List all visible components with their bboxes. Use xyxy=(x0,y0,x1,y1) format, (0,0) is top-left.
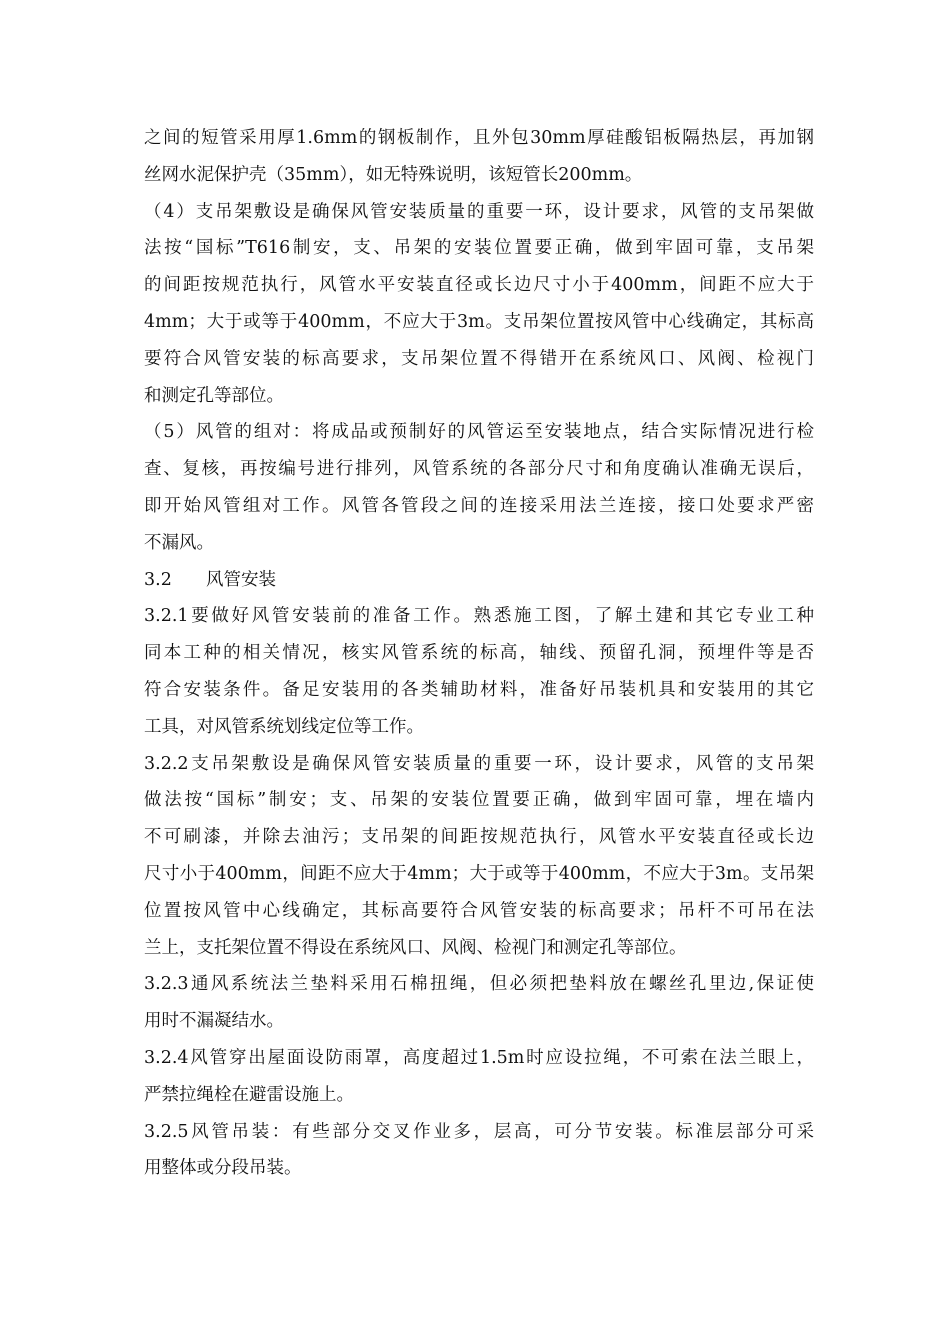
clause-3-2-3: 3.2.3通风系统法兰垫料采用石棉扭绳，但必须把垫料放在螺丝孔里边,保证使 xyxy=(144,974,814,995)
text-line: 丝网水泥保护壳（35mm），如无特殊说明，该短管长200mm。 xyxy=(144,164,643,185)
text-line: 法按“国标”T616制安，支、吊架的安装位置要正确，做到牢固可靠，支吊架 xyxy=(144,238,814,259)
text-line: 严禁拉绳栓在避雷设施上。 xyxy=(144,1084,354,1105)
text-line: 不可刷漆，并除去油污；支吊架的间距按规范执行，风管水平安装直径或长边 xyxy=(144,827,814,848)
text-line: 做法按“国标”制安；支、吊架的安装位置要正确，做到牢固可靠，埋在墙内 xyxy=(144,790,814,811)
clause-3-2-1: 3.2.1要做好风管安装前的准备工作。熟悉施工图，了解土建和其它专业工种 xyxy=(144,606,814,627)
clause-3-2-4: 3.2.4风管穿出屋面设防雨罩，高度超过1.5m时应设拉绳，不可索在法兰眼上， xyxy=(144,1047,814,1068)
section-number: 3.2 xyxy=(144,569,172,590)
text-line: 不漏风。 xyxy=(144,532,214,553)
text-line: 尺寸小于400mm，间距不应大于4mm；大于或等于400mm，不应大于3m。支吊架 xyxy=(144,863,814,884)
text-line: 位置按风管中心线确定，其标高要符合风管安装的标高要求；吊杆不可吊在法 xyxy=(144,900,814,921)
text-line: 要符合风管安装的标高要求，支吊架位置不得错开在系统风口、风阀、检视门 xyxy=(144,348,814,369)
paragraph-5-start: （5）风管的组对：将成品或预制好的风管运至安装地点，结合实际情况进行检 xyxy=(144,422,814,443)
text-line: 之间的短管采用厚1.6mm的钢板制作，且外包30mm厚硅酸铝板隔热层，再加钢 xyxy=(144,128,814,148)
section-title: 风管安装 xyxy=(206,569,276,590)
clause-3-2-5: 3.2.5风管吊装：有些部分交叉作业多，层高，可分节安装。标准层部分可采 xyxy=(144,1121,814,1142)
clause-3-2-2: 3.2.2支吊架敷设是确保风管安装质量的重要一环，设计要求，风管的支吊架 xyxy=(144,753,814,774)
text-line: 查、复核，再按编号进行排列，风管系统的各部分尺寸和角度确认准确无误后， xyxy=(144,459,814,480)
text-line: 同本工种的相关情况，核实风管系统的标高，轴线、预留孔洞，预埋件等是否 xyxy=(144,643,814,664)
text-line: 4mm；大于或等于400mm，不应大于3m。支吊架位置按风管中心线确定，其标高 xyxy=(144,311,814,332)
text-line: 兰上，支托架位置不得设在系统风口、风阀、检视门和测定孔等部位。 xyxy=(144,937,687,958)
text-line: 符合安装条件。备足安装用的各类辅助材料，准备好吊装机具和安装用的其它 xyxy=(144,679,814,700)
text-line: 工具，对风管系统划线定位等工作。 xyxy=(144,716,424,737)
paragraph-4-start: （4）支吊架敷设是确保风管安装质量的重要一环，设计要求，风管的支吊架做 xyxy=(144,201,814,222)
text-line: 的间距按规范执行，风管水平安装直径或长边尺寸小于400mm，间距不应大于 xyxy=(144,275,814,296)
text-line: 即开始风管组对工作。风管各管段之间的连接采用法兰连接，接口处要求严密 xyxy=(144,495,814,516)
text-line: 用时不漏凝结水。 xyxy=(144,1011,284,1032)
text-line: 和测定孔等部位。 xyxy=(144,385,284,406)
text-line: 用整体或分段吊装。 xyxy=(144,1158,302,1179)
document-body xyxy=(144,120,814,1187)
section-heading xyxy=(144,562,814,599)
